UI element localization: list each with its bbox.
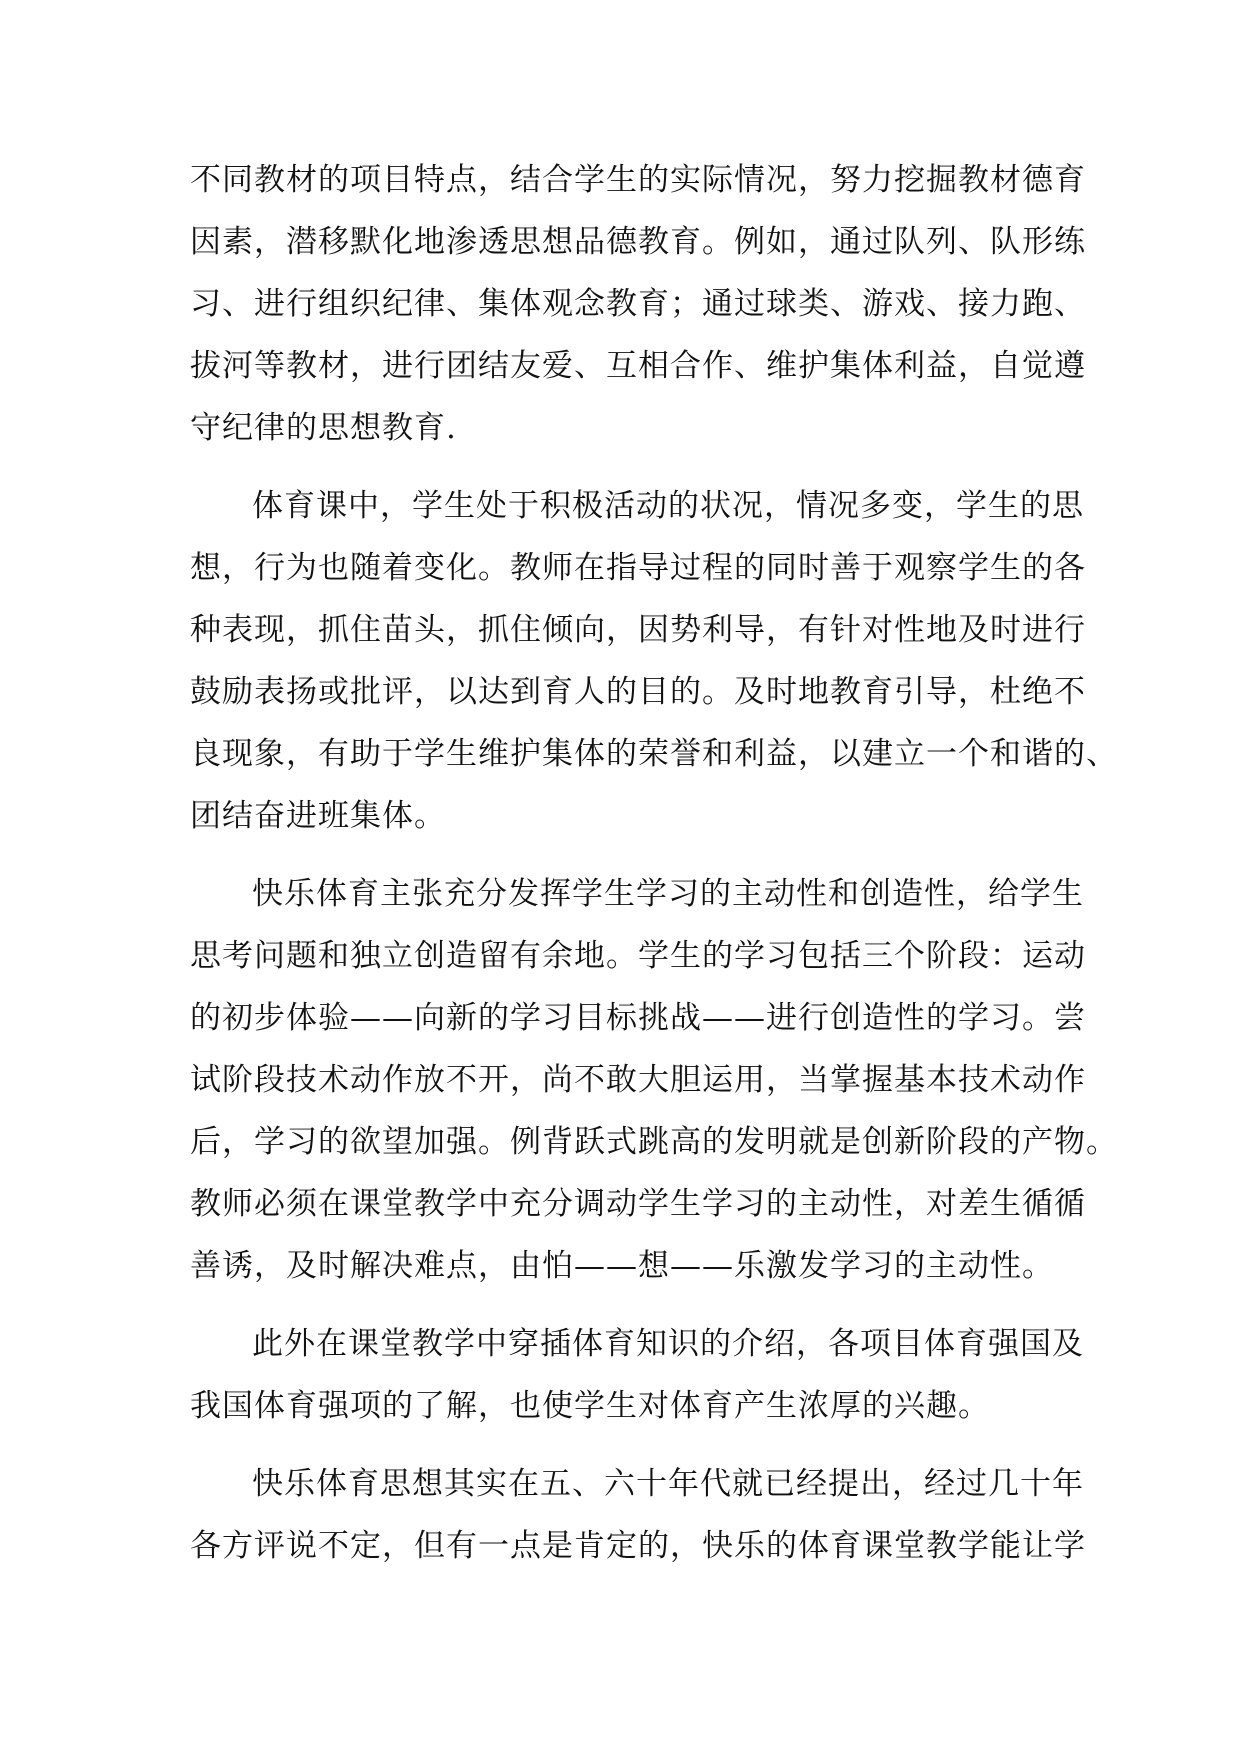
paragraph-first-line: 此外在课堂教学中穿插体育知识的介绍，各项目体育强国及: [252, 1326, 1084, 1362]
text-line: 想，行为也随着变化。教师在指导过程的同时善于观察学生的各: [190, 550, 1086, 586]
text-line: 种表现，抓住苗头，抓住倾向，因势利导，有针对性地及时进行: [190, 612, 1086, 648]
text-line: 拔河等教材，进行团结友爱、互相合作、维护集体利益，自觉遵: [190, 348, 1086, 384]
text-line: 我国体育强项的了解，也使学生对体育产生浓厚的兴趣。: [190, 1388, 990, 1424]
paragraph-first-line: 快乐体育思想其实在五、六十年代就已经提出，经过几十年: [252, 1466, 1084, 1502]
text-line: 不同教材的项目特点，结合学生的实际情况，努力挖掘教材德育: [190, 162, 1086, 198]
text-line: 教师必须在课堂教学中充分调动学生学习的主动性，对差生循循: [190, 1186, 1086, 1222]
text-line: 习、进行组织纪律、集体观念教育；通过球类、游戏、接力跑、: [190, 286, 1086, 322]
text-line: 守纪律的思想教育.: [190, 410, 457, 446]
text-line: 鼓励表扬或批评，以达到育人的目的。及时地教育引导，杜绝不: [190, 674, 1086, 710]
paragraph-first-line: 体育课中，学生处于积极活动的状况，情况多变，学生的思: [252, 488, 1084, 524]
text-line: 因素，潜移默化地渗透思想品德教育。例如，通过队列、队形练: [190, 224, 1086, 260]
text-line: 各方评说不定，但有一点是肯定的，快乐的体育课堂教学能让学: [190, 1528, 1086, 1564]
text-line: 的初步体验——向新的学习目标挑战——进行创造性的学习。尝: [190, 1000, 1086, 1036]
text-line: 团结奋进班集体。: [190, 798, 446, 834]
paragraph-first-line: 快乐体育主张充分发挥学生学习的主动性和创造性，给学生: [252, 876, 1084, 912]
text-line: 后，学习的欲望加强。例背跃式跳高的发明就是创新阶段的产物。: [190, 1124, 1118, 1160]
text-line: 试阶段技术动作放不开，尚不敢大胆运用，当掌握基本技术动作: [190, 1062, 1086, 1098]
text-line: 思考问题和独立创造留有余地。学生的学习包括三个阶段：运动: [190, 938, 1086, 974]
text-line: 善诱，及时解决难点，由怕——想——乐激发学习的主动性。: [190, 1248, 1054, 1284]
text-line: 良现象，有助于学生维护集体的荣誉和利益，以建立一个和谐的、: [190, 736, 1118, 772]
